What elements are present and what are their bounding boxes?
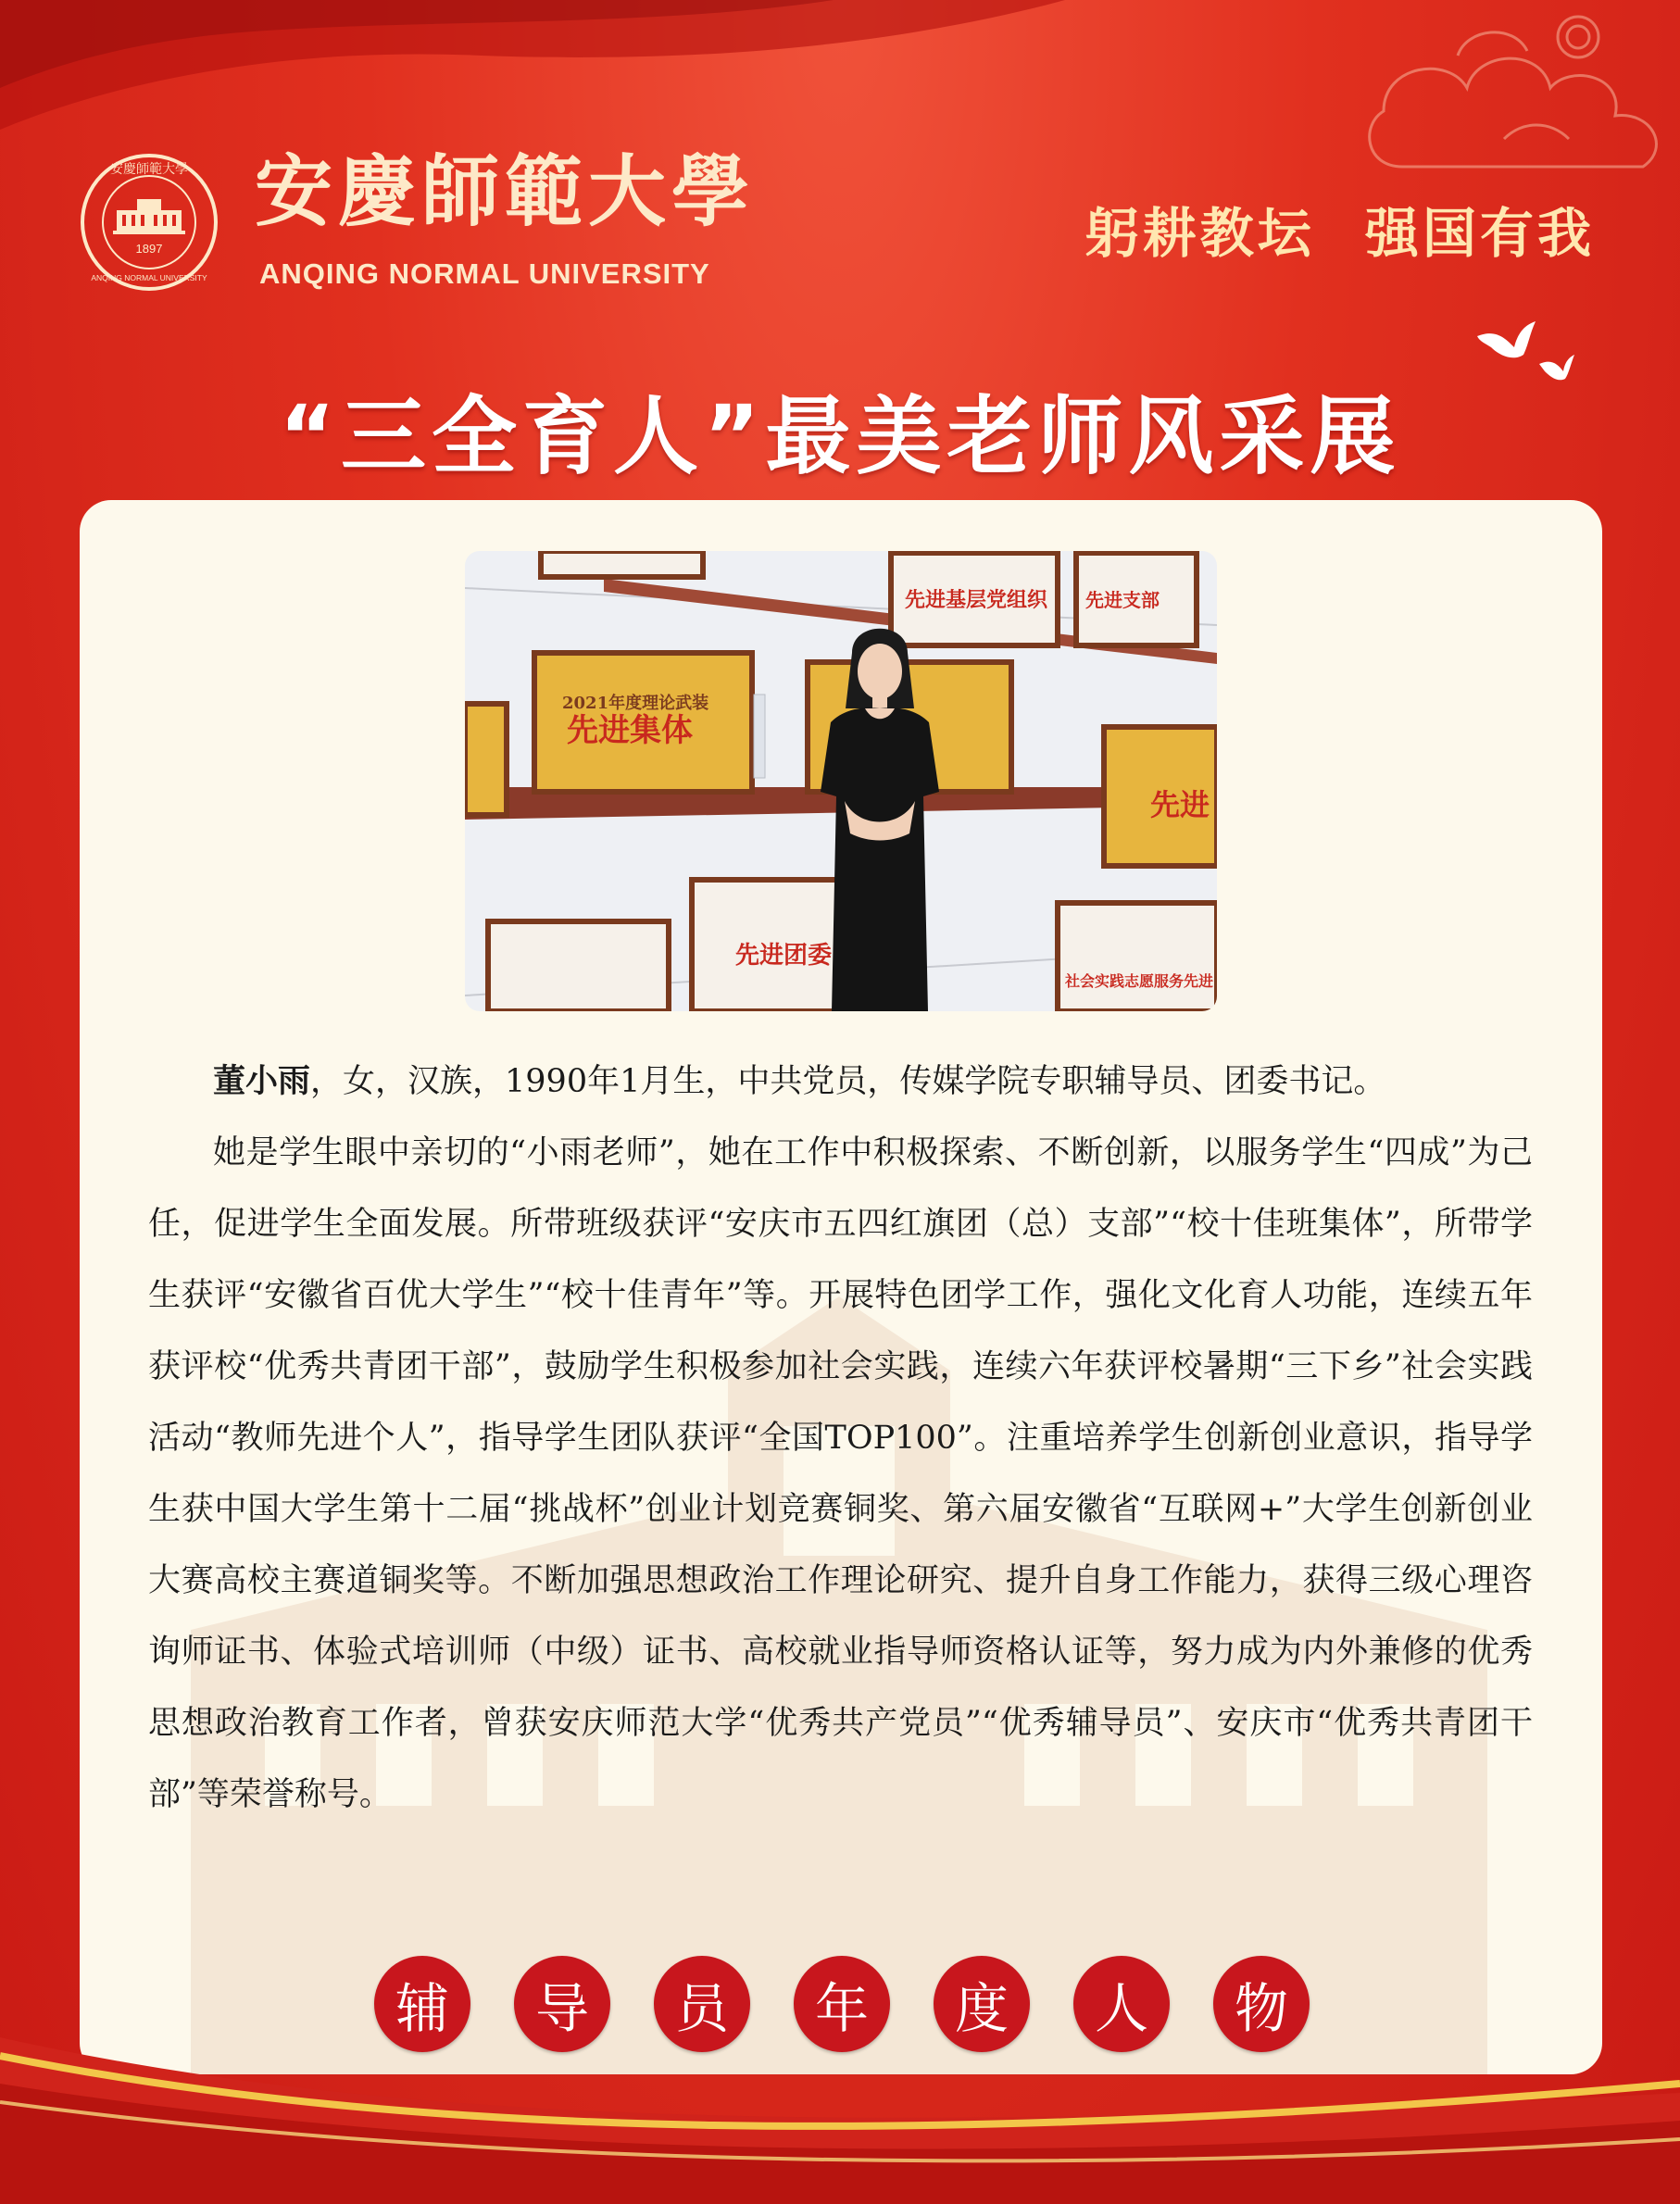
title-badge: 年 xyxy=(794,1956,890,2052)
title-badge: 导 xyxy=(514,1956,610,2052)
plaque-text: 先进支部 xyxy=(1085,589,1160,611)
plaque-text: 先进团委 xyxy=(735,942,833,970)
auspicious-cloud-decoration xyxy=(1347,0,1680,204)
title-badge: 员 xyxy=(654,1956,750,2052)
bottom-wave-decoration xyxy=(0,1982,1680,2204)
title-badge: 物 xyxy=(1213,1956,1310,2052)
university-name-english: ANQING NORMAL UNIVERSITY xyxy=(259,257,710,290)
plaque-text: 先进基层党组织 xyxy=(905,588,1048,612)
slogan: 躬耕教坛 强国有我 xyxy=(1084,202,1595,265)
title-badge: 人 xyxy=(1073,1956,1170,2052)
bio-intro xyxy=(148,1046,1533,1118)
title-badge: 辅 xyxy=(374,1956,470,2052)
plaque-text: 先进 xyxy=(1150,787,1210,822)
seal-english-text: ANQING NORMAL UNIVERSITY xyxy=(91,273,207,282)
plaque-text: 先进集体 xyxy=(567,712,693,749)
university-seal-logo xyxy=(80,153,219,292)
teacher-biography xyxy=(148,1046,1533,1831)
bio-body: 她是学生眼中亲切的“小雨老师”，她在工作中积极探索、不断创新，以服务学生“四成”为己任，促进学生全面发展。所带班级获评“安庆市五四红旗团（总）支部”“校十佳班集体”，所带学生获评“安徽省百优大学生”“校十佳青年”等。开展特色团学工作，强化文化育人功能，连续五年获评校“优秀共青团干部”，鼓励学生积极参加社会实践，连续六年获评校暑期“三下乡”社会实践活动“教师先进个人”，指导学生团队获评“全国TOP100”。注重培养学生创新创业意识，指导学生获中国大学生第十二届“挑战杯”创业计划竞赛铜奖、第六届安徽省“互联网+”大学生创新创业大赛高校主赛道铜奖等。不断加强思想政治工作理论研究、提升自身工作能力，获得三级心理咨询师证书、体验式培训师（中级）证书、高校就业指导师资格认证等，努力成为内外兼修的优秀思想政治教育工作者，曾获安庆师范大学“优秀共产党员”“优秀辅导员”、安庆市“优秀共青团干部”等荣誉称号。 xyxy=(148,1134,1533,1813)
seal-chinese-text: 安慶師範大學 xyxy=(110,162,188,177)
page-headline: “三全育人”最美老师风采展 xyxy=(279,387,1401,486)
teacher-name: 董小雨 xyxy=(213,1063,311,1100)
bio-intro-text: ，女，汉族，1990年1月生，中共党员，传媒学院专职辅导员、团委书记。 xyxy=(310,1063,1386,1100)
university-name-chinese: 安慶師範大學 xyxy=(255,145,756,237)
title-badge: 度 xyxy=(934,1956,1030,2052)
teacher-photo xyxy=(465,551,1217,1011)
seal-year: 1897 xyxy=(135,242,163,256)
plaque-text: 2021年度理论武装 xyxy=(562,694,709,713)
plaque-text: 社会实践志愿服务先进 xyxy=(1065,972,1214,990)
